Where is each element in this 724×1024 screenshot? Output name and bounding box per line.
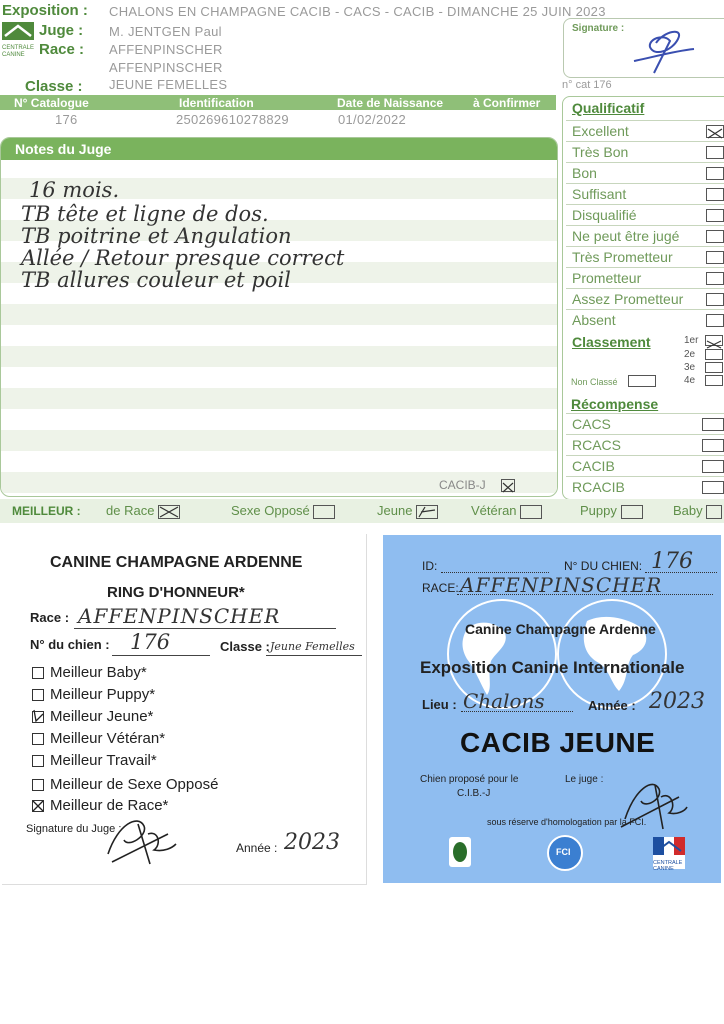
ring-checkbox bbox=[32, 733, 44, 745]
ring-checkbox bbox=[32, 800, 44, 812]
qualificatif-assez-prometteur: Assez Prometteur bbox=[566, 288, 724, 310]
ring-option-baby: Meilleur Baby* bbox=[32, 664, 147, 681]
meilleur-sexe-oppose: Sexe Opposé bbox=[231, 503, 335, 519]
cacib-big-title: CACIB JEUNE bbox=[460, 727, 656, 758]
ring-honneur-card bbox=[2, 534, 367, 885]
header-date: Date de Naissance bbox=[337, 96, 444, 110]
ring-race-line bbox=[74, 628, 336, 629]
classe-value: JEUNE FEMELLES bbox=[109, 77, 228, 92]
ring-checkbox bbox=[32, 689, 44, 701]
meilleur-de-race: de Race bbox=[106, 503, 180, 519]
cacib-lieu-label: Lieu : bbox=[422, 697, 457, 712]
qualificatif-checkbox bbox=[706, 125, 724, 138]
cacib-chien-label: N° DU CHIEN: bbox=[564, 559, 643, 573]
non-classe-label: Non Classé bbox=[571, 377, 618, 387]
qualificatif-checkbox bbox=[706, 251, 724, 264]
qualificatif-bon: Bon bbox=[566, 162, 724, 184]
ring-chien-line bbox=[112, 655, 210, 656]
recompense-cacs: CACS bbox=[566, 413, 724, 435]
row-date: 01/02/2022 bbox=[338, 112, 407, 127]
ring-signature-label: Signature du Juge : bbox=[26, 823, 122, 835]
recompense-title: Récompense bbox=[571, 396, 659, 412]
meilleur-label: MEILLEUR : bbox=[12, 504, 81, 518]
cacib-org: Canine Champagne Ardenne bbox=[465, 621, 656, 637]
qualificatif-checkbox bbox=[706, 230, 724, 243]
centrale-canine-text: CENTRALE CANINE bbox=[653, 860, 683, 872]
cacib-race-line bbox=[457, 594, 713, 595]
qualificatif-disqualifie: Disqualifié bbox=[566, 204, 724, 226]
ring-checkbox bbox=[32, 755, 44, 767]
header-confirmer: à Confirmer bbox=[473, 96, 541, 110]
qualificatif-checkbox bbox=[706, 272, 724, 285]
ring-annee-value: 2023 bbox=[284, 830, 340, 855]
meilleur-checkbox bbox=[621, 505, 643, 519]
ring-option-jeune: Meilleur Jeune* bbox=[32, 708, 153, 725]
classe-label: Classe : bbox=[25, 78, 83, 95]
qualificatif-tres-bon: Très Bon bbox=[566, 141, 724, 163]
note-line-4: Allée / Retour presque correct bbox=[21, 246, 345, 270]
logo-text: CENTRALE CANINE bbox=[2, 45, 35, 58]
row-identification: 250269610278829 bbox=[176, 112, 289, 127]
qualificatif-checkbox bbox=[706, 314, 724, 327]
signature-label: Signature : bbox=[572, 23, 625, 34]
qualificatif-checkbox bbox=[706, 188, 724, 201]
ring-chien-label: N° du chien : bbox=[30, 637, 110, 652]
qualificatif-title: Qualificatif bbox=[572, 100, 645, 116]
cacib-j-checkbox bbox=[501, 479, 515, 492]
ring-option-puppy: Meilleur Puppy* bbox=[32, 686, 155, 703]
meilleur-checkbox bbox=[706, 505, 722, 519]
catalogue-number-label: n° cat 176 bbox=[562, 79, 612, 91]
meilleur-jeune: Jeune bbox=[377, 503, 438, 519]
row-catalogue: 176 bbox=[55, 112, 78, 127]
ring-race-label: Race : bbox=[30, 610, 70, 625]
cacib-jeune-card bbox=[383, 535, 721, 883]
cacib-annee-value: 2023 bbox=[649, 689, 705, 714]
classement-2: 2e bbox=[684, 349, 696, 360]
ring-option-race: Meilleur de Race* bbox=[32, 797, 168, 814]
ring-option-veteran: Meilleur Vétéran* bbox=[32, 730, 165, 747]
classement-4: 4e bbox=[684, 375, 696, 386]
ring-checkbox bbox=[32, 711, 44, 723]
meilleur-puppy: Puppy bbox=[580, 503, 643, 519]
meilleur-checkbox bbox=[416, 505, 438, 519]
ring-chien-value: 176 bbox=[130, 630, 171, 654]
qualificatif-checkbox bbox=[706, 293, 724, 306]
juge-label: Juge : bbox=[39, 22, 84, 39]
centrale-canine-logo-blue bbox=[653, 837, 685, 872]
exposition-value: CHALONS EN CHAMPAGNE CACIB - CACS - CACIB - DIMANCHE 25 JUIN 2023 bbox=[109, 4, 606, 19]
qualificatif-prometteur: Prometteur bbox=[566, 267, 724, 289]
ring-race-value: AFFENPINSCHER bbox=[78, 604, 281, 628]
note-line-3: TB poitrine et Angulation bbox=[21, 224, 292, 248]
header-identification: Identification bbox=[179, 96, 254, 110]
ring-option-sexe-oppose: Meilleur de Sexe Opposé bbox=[32, 776, 218, 793]
ring-classe-label: Classe : bbox=[220, 639, 270, 654]
note-line-1: 16 mois. bbox=[29, 178, 120, 202]
cacib-id-label: ID: bbox=[422, 559, 438, 573]
cacib-lieu-line bbox=[461, 711, 573, 712]
cacib-juge-label: Le juge : bbox=[565, 774, 604, 785]
meilleur-checkbox bbox=[313, 505, 335, 519]
ring-card-subtitle: RING D'HONNEUR* bbox=[107, 584, 245, 601]
juge-value: M. JENTGEN Paul bbox=[109, 24, 222, 39]
meilleur-baby: Baby bbox=[673, 503, 722, 519]
cacib-expo: Exposition Canine Internationale bbox=[420, 658, 685, 677]
cacib-lieu-value: Chalons bbox=[463, 689, 545, 713]
qualificatif-suffisant: Suffisant bbox=[566, 183, 724, 205]
cacib-race-label: RACE: bbox=[422, 581, 459, 595]
cacib-chien-value: 176 bbox=[651, 549, 693, 574]
classement-checkbox-1 bbox=[705, 335, 723, 346]
notes-panel bbox=[0, 137, 558, 497]
classement-checkbox-4 bbox=[705, 375, 723, 386]
ring-annee-label: Année : bbox=[236, 841, 278, 855]
cacib-j-label: CACIB-J bbox=[439, 478, 486, 492]
race-value-2: AFFENPINSCHER bbox=[109, 60, 223, 75]
classement-3: 3e bbox=[684, 362, 696, 373]
ring-option-travail: Meilleur Travail* bbox=[32, 752, 157, 769]
cacib-homologation: sous réserve d'homologation par la FCI. bbox=[487, 817, 647, 827]
ring-classe-value: Jeune Femelles bbox=[270, 640, 355, 653]
qualificatif-absent: Absent bbox=[566, 309, 724, 331]
cacib-annee-label: Année : bbox=[588, 698, 636, 713]
classement-1: 1er bbox=[684, 335, 699, 346]
note-line-5: TB allures couleur et poil bbox=[21, 268, 291, 292]
meilleur-veteran: Vétéran bbox=[471, 503, 542, 519]
classement-checkbox-3 bbox=[705, 362, 723, 373]
ring-checkbox bbox=[32, 779, 44, 791]
fci-logo-text: FCI bbox=[556, 847, 571, 857]
qualificatif-checkbox bbox=[706, 146, 724, 159]
recompense-cacib: CACIB bbox=[566, 455, 724, 477]
classement-title: Classement bbox=[572, 334, 651, 350]
note-line-2: TB tête et ligne de dos. bbox=[21, 202, 269, 226]
cacib-propose-value: C.I.B.-J bbox=[457, 788, 491, 799]
recompense-rcacs: RCACS bbox=[566, 434, 724, 456]
shield-logo-icon bbox=[449, 837, 471, 867]
fci-logo-icon bbox=[547, 835, 583, 871]
recompense-checkbox bbox=[702, 481, 724, 494]
ring-card-title: CANINE CHAMPAGNE ARDENNE bbox=[50, 554, 303, 571]
race-label: Race : bbox=[39, 41, 85, 58]
recompense-rcacib: RCACIB bbox=[566, 476, 724, 498]
header-catalogue: N° Catalogue bbox=[14, 96, 89, 110]
ring-checkbox bbox=[32, 667, 44, 679]
qualificatif-checkbox bbox=[706, 209, 724, 222]
classement-checkbox-2 bbox=[705, 349, 723, 360]
non-classe-checkbox bbox=[628, 375, 656, 387]
recompense-checkbox bbox=[702, 418, 724, 431]
qualificatif-checkbox bbox=[706, 167, 724, 180]
meilleur-checkbox bbox=[158, 505, 180, 519]
exposition-label: Exposition : bbox=[2, 2, 88, 19]
ring-classe-line bbox=[266, 655, 362, 656]
race-value: AFFENPINSCHER bbox=[109, 42, 223, 57]
cacib-race-value: AFFENPINSCHER bbox=[460, 573, 663, 597]
recompense-checkbox bbox=[702, 460, 724, 473]
notes-title: Notes du Juge bbox=[15, 141, 112, 157]
meilleur-checkbox bbox=[520, 505, 542, 519]
judge-signature-top bbox=[614, 21, 714, 75]
qualificatif-tres-prometteur: Très Prometteur bbox=[566, 246, 724, 268]
qualificatif-excellent: Excellent bbox=[566, 120, 724, 142]
ring-judge-signature bbox=[98, 804, 178, 868]
cacib-propose-label: Chien proposé pour le bbox=[420, 774, 519, 785]
signature-box bbox=[563, 18, 724, 78]
recompense-checkbox bbox=[702, 439, 724, 452]
centrale-canine-logo bbox=[2, 22, 35, 58]
qualificatif-ne-peut-etre-juge: Ne peut être jugé bbox=[566, 225, 724, 247]
